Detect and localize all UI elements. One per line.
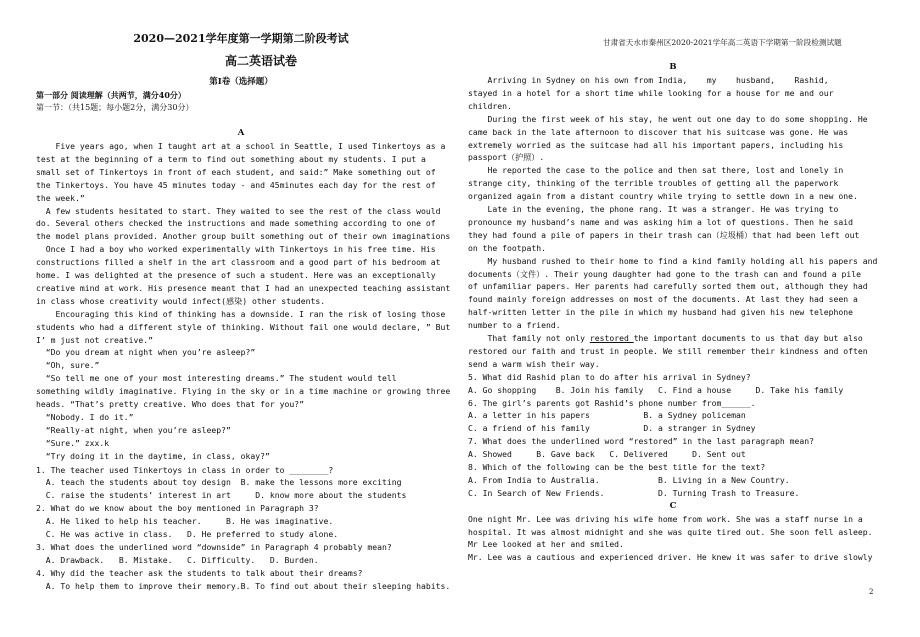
passage-line: One night Mr. Lee was driving his wife home from work. She was a staff nurse in a bbox=[468, 513, 863, 524]
question-line: 7. What does the underlined word “restored” in the last paragraph mean? bbox=[468, 436, 814, 447]
passage-line: A few students hesitated to start. They waited to see the rest of the class would bbox=[36, 205, 441, 216]
passage-line: home. I was delighted at the presence of such a student. Here was an exceptionally bbox=[36, 270, 436, 280]
passage-line: organized again from a distant country while trying to settle down in a new one. bbox=[468, 191, 858, 202]
passage-line: the model plans provided. Another group built something out of their own imaginations bbox=[36, 231, 451, 242]
passage-line: do. Several others checked the instructions and made something according to one of bbox=[36, 218, 436, 229]
passage-a-letter: A bbox=[237, 128, 245, 138]
question-line: 1. The teacher used Tinkertoys in class in order to ________? bbox=[36, 464, 334, 475]
underlined-word-restored: restored bbox=[589, 333, 634, 343]
question-line: A. He liked to help his teacher. B. He was imaginative. bbox=[36, 516, 334, 527]
passage-line: constructions filled a shelf in the art classroom and a good part of his bedroom at bbox=[36, 257, 441, 268]
passage-line: “Try doing it in the daytime, in class, okay?” bbox=[36, 450, 270, 461]
question-line: C. raise the students’ interest in art D. know more about the students bbox=[36, 490, 407, 501]
passage-line: heads. “That’s pretty creative. Who does that for you?” bbox=[36, 399, 305, 409]
passage-line: on the footpath. bbox=[468, 242, 546, 253]
passage-line: “Do you dream at night when you’re asleep?” bbox=[36, 347, 256, 358]
passage-line: stayed in a hotel for a short time while looking for a house for me and our bbox=[468, 87, 834, 98]
passage-line: of unfamiliar papers. Her parents had carefully sorted them out, although they had bbox=[468, 281, 868, 292]
part-title: 第一部分 阅读理解（共两节，满分40分） bbox=[36, 90, 186, 100]
passage-line: My husband rushed to their home to find a kind family holding all his papers and bbox=[468, 255, 878, 266]
question-line: 6. The girl’s parents got Rashid’s phone number from______. bbox=[468, 397, 756, 408]
question-line: A. Go shopping B. Join his family C. Find a house D. Take his family bbox=[468, 384, 844, 395]
passage-line: “Really-at night, when you’re asleep?” bbox=[36, 424, 231, 435]
question-line: A. From India to Australia. B. Living in a New Country. bbox=[468, 474, 790, 485]
question-line: A. teach the students about toy design B. make the lessons more exciting bbox=[36, 477, 402, 488]
passage-line: “So tell me one of your most interesting dreams.” The student would tell bbox=[36, 373, 397, 384]
section-title: 第一节：（共15题；每小题2分，满分30分） bbox=[36, 103, 194, 112]
passage-line: test at the beginning of a term to find out something about my students. I put a bbox=[36, 153, 426, 164]
page-number: 2 bbox=[869, 588, 874, 596]
passage-line: students who had a different style of thinking. Without fail one would declare, ” But bbox=[36, 321, 451, 332]
passage-line: Mr. Lee was a cautious and experienced driver. He knew it was safer to drive slowly bbox=[468, 552, 873, 563]
passage-line: Five years ago, when I taught art at a school in Seattle, I used Tinkertoys as a bbox=[36, 141, 446, 151]
question-line: 5. What did Rashid plan to do after his arrival in Sydney? bbox=[468, 371, 751, 382]
passage-line: “Nobody. I do it.” bbox=[36, 411, 134, 422]
passage-line: send a warm wish their way. bbox=[468, 358, 600, 369]
passage-line: creative mind at work. His presence meant that I had an unexpected teaching assistant bbox=[36, 282, 451, 293]
passage-line: I’ m just not creative.” bbox=[36, 334, 153, 345]
passage-line: pronounce my husband’s name and was asking him a lot of questions. Then he said bbox=[468, 216, 853, 227]
exam-title: 2020—2021学年度第一学期第二阶段考试 bbox=[133, 32, 349, 45]
passage-line: documents（文件）. Their young daughter had gone to the trash can and found a pile bbox=[468, 268, 861, 279]
passage-line: passport（护照）. bbox=[468, 152, 545, 163]
passage-line: in class whose creativity would infect(感染) other students. bbox=[36, 295, 326, 306]
question-line: 8. Which of the following can be the best title for the text? bbox=[468, 462, 766, 472]
passage-line: they had found a pile of papers in their trash can（垃圾桶）that had been left out bbox=[468, 229, 860, 240]
question-line: C. In Search of New Friends. D. Turning Trash to Treasure. bbox=[468, 487, 800, 498]
question-line: 3. What does the underlined word “downside” in Paragraph 4 probably mean? bbox=[36, 541, 392, 552]
question-line: C. a friend of his family D. a stranger in Sydney bbox=[468, 423, 756, 434]
passage-line: “Sure.” zxx.k bbox=[36, 437, 110, 448]
passage-line: extremely worried as the suitcase had all his important papers, including his bbox=[468, 139, 844, 150]
question-line: A. a letter in his papers B. a Sydney policeman bbox=[468, 410, 746, 421]
passage-line: found mainly foreign addresses on most of the documents. At last they had seen a bbox=[468, 294, 858, 305]
passage-line: Encouraging this kind of thinking has a downside. I ran the risk of losing those bbox=[36, 308, 446, 319]
passage-line: hospital. It was almost midnight and she was quite tired out. She soon fell asleep. bbox=[468, 526, 873, 537]
passage-line: the Tinkertoys. You have 45 minutes today - and 45minutes each day for the rest of bbox=[36, 179, 436, 190]
volume-title: 第Ⅰ卷（选择题） bbox=[209, 77, 273, 87]
passage-line: came back in the late afternoon to discover that his suitcase was gone. He was bbox=[468, 126, 849, 137]
passage-line: something wildly imaginative. Flying in the sky or in a time machine or growing three bbox=[36, 386, 451, 397]
passage-b-last-paragraph: That family not only restored the important documents to us that day but also bbox=[468, 333, 863, 343]
question-line: C. He was active in class. D. He preferred to study alone. bbox=[36, 529, 339, 539]
subject-title: 高二英语试卷 bbox=[224, 54, 297, 68]
passage-line: He reported the case to the police and then sat there, lost and lonely in bbox=[468, 165, 844, 176]
passage-c-letter: C bbox=[669, 500, 677, 511]
question-line: 2. What do we know about the boy mentioned in Paragraph 3? bbox=[36, 503, 319, 514]
question-line: A. Showed B. Gave back C. Delivered D. Sent out bbox=[468, 449, 746, 460]
question-line: A. Drawback. B. Mistake. C. Difficulty. D. Burden. bbox=[36, 554, 319, 565]
passage-line: children. bbox=[468, 100, 512, 111]
passage-b-letter: B bbox=[669, 62, 677, 72]
passage-line: half-written letter in the pile in which my husband had given his new telephone bbox=[468, 307, 853, 318]
passage-line: small set of Tinkertoys in front of each student, and said:” Make something out of bbox=[36, 166, 436, 177]
question-line: 4. Why did the teacher ask the students to talk about their dreams? bbox=[36, 567, 363, 578]
passage-line: Arriving in Sydney on his own from India, my husband, Rashid, bbox=[468, 75, 829, 85]
passage-line: “Oh, sure.” bbox=[36, 360, 100, 371]
passage-line: strange city, thinking of the terrible troubles of getting all the paperwork bbox=[468, 178, 839, 189]
passage-line: Mr Lee looked at her and smiled. bbox=[468, 539, 624, 550]
question-line: A. To help them to improve their memory.B. To find out about their sleeping habits. bbox=[36, 580, 451, 591]
passage-line: Late in the evening, the phone rang. It was a stranger. He was trying to bbox=[468, 204, 839, 214]
passage-line: Once I had a boy who worked experimentally with Tinkertoys in his free time. His bbox=[36, 244, 436, 255]
exam-source-note: 甘肃省天水市秦州区2020-2021学年高二英语下学期第一阶段检测试题 bbox=[603, 38, 842, 47]
passage-line: number to a friend. bbox=[468, 320, 561, 331]
passage-line: restored our faith and trust in people. We still remember their kindness and often bbox=[468, 345, 868, 356]
passage-line: the week.” bbox=[36, 192, 85, 203]
passage-line: During the first week of his stay, he went out one day to do some shopping. He bbox=[468, 113, 868, 124]
